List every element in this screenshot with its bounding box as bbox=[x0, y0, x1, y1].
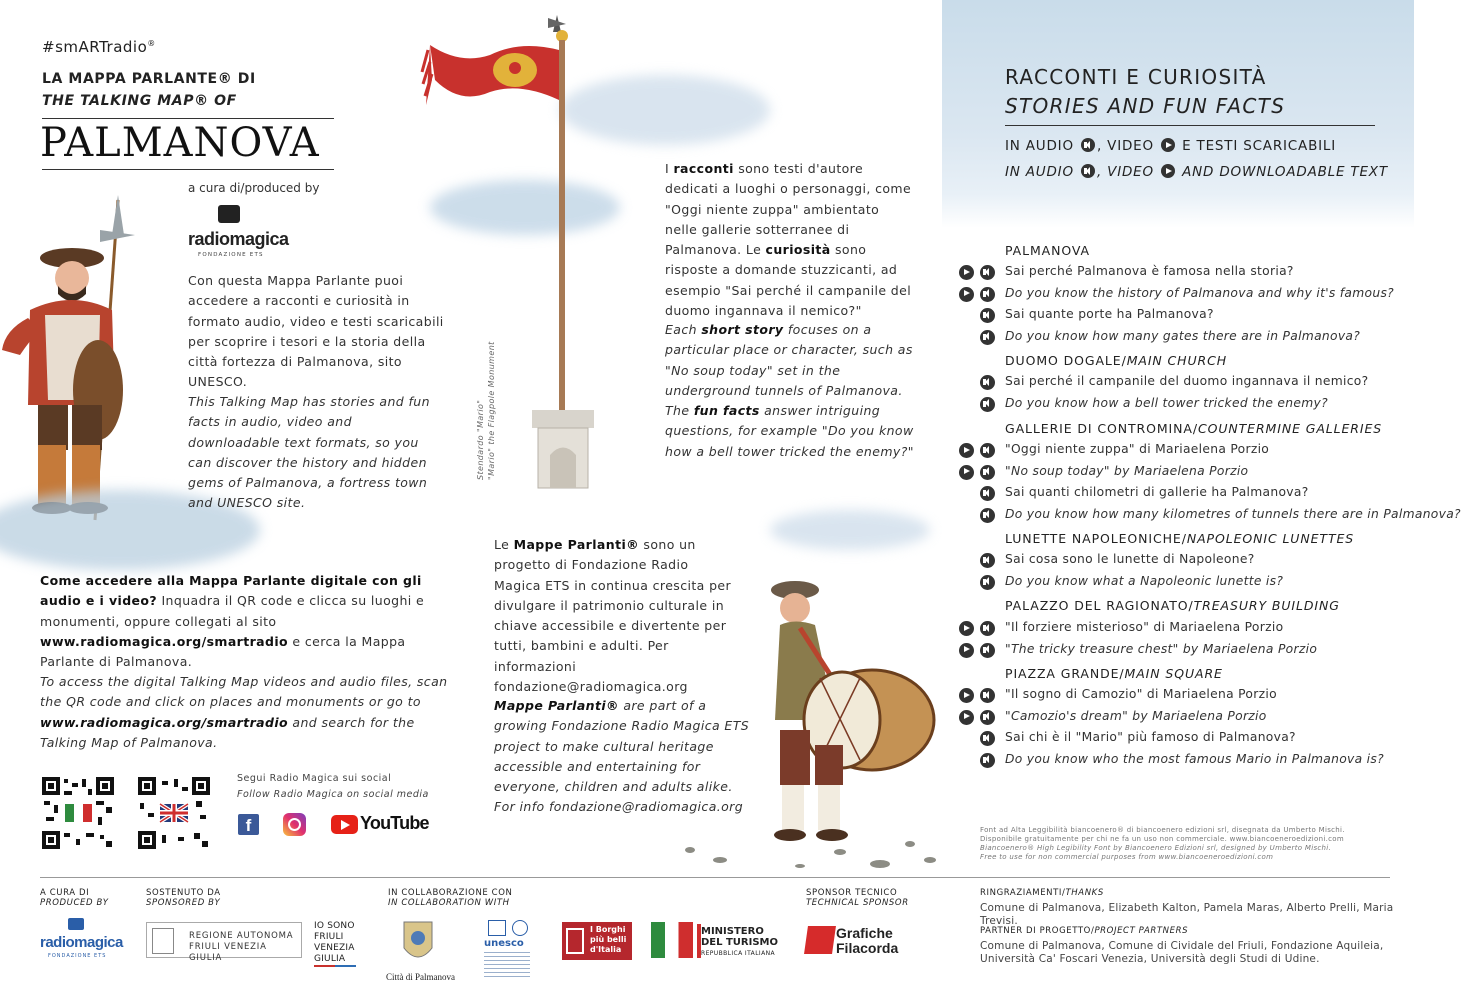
thanks-heading: RINGRAZIAMENTI/THANKS bbox=[980, 888, 1104, 898]
footer-produced-by: A CURA DI PRODUCED BY bbox=[40, 888, 109, 908]
play-audio-icon[interactable] bbox=[980, 731, 995, 746]
play-video-icon[interactable] bbox=[959, 287, 974, 302]
play-audio-icon[interactable] bbox=[980, 443, 995, 458]
story-title: Sai perché Palmanova è famosa nella storia? bbox=[1005, 264, 1294, 278]
intro-en: This Talking Map has stories and fun facts in audio, video and downloadable text formats, so you can discover the history and hidden gems of Palmanova, a fortress town and UNESCO site. bbox=[188, 394, 430, 511]
audio-icon bbox=[1081, 164, 1095, 178]
ministero-turismo-logo: MINISTERO DEL TURISMO REPUBBLICA ITALIANA bbox=[701, 926, 779, 957]
play-video-icon[interactable] bbox=[959, 443, 974, 458]
play-video-icon[interactable] bbox=[959, 688, 974, 703]
play-audio-icon[interactable] bbox=[980, 465, 995, 480]
story-title: "Oggi niente zuppa" di Mariaelena Porzio bbox=[1005, 442, 1270, 456]
section-heading: PIAZZA GRANDE/MAIN SQUARE bbox=[1005, 666, 1223, 681]
story-title: Sai quante porte ha Palmanova? bbox=[1005, 307, 1214, 321]
play-audio-icon[interactable] bbox=[980, 397, 995, 412]
story-title: "The tricky treasure chest" by Mariaelena Porzio bbox=[1005, 641, 1318, 656]
social-label-it: Segui Radio Magica sui social bbox=[237, 773, 392, 784]
region-fvg-logo: REGIONE AUTONOMA FRIULI VENEZIA GIULIA bbox=[146, 922, 302, 958]
curated-by-label: a cura di/produced by bbox=[188, 181, 320, 195]
facebook-icon[interactable]: f bbox=[238, 814, 259, 835]
play-video-icon[interactable] bbox=[959, 643, 974, 658]
panel-title-it: RACCONTI E CURIOSITÀ bbox=[1005, 65, 1267, 89]
play-audio-icon[interactable] bbox=[980, 643, 995, 658]
stories-intro-en: Each short story focuses on a particular place or character, such as "No soup today" set in the underground tunnels of Palmanova. The fun facts answer intriguing questions, for example "Do you know how a bell tower tricked the enemy?" bbox=[665, 322, 914, 459]
grafiche-filacorda-logo: Grafiche Filacorda bbox=[836, 925, 899, 956]
story-title: Do you know how a bell tower tricked the enemy? bbox=[1005, 395, 1328, 410]
thanks-text: Comune di Palmanova, Elizabeth Kalton, Pamela Maras, Alberto Prelli, Maria Trevisi. bbox=[980, 902, 1394, 927]
story-title: "Il forziere misterioso" di Mariaelena Porzio bbox=[1005, 620, 1284, 634]
hashtag: #smARTradio® bbox=[42, 38, 156, 56]
grafiche-icon bbox=[804, 926, 836, 954]
access-it: Come accedere alla Mappa Parlante digitale con gli audio e i video? Inquadra il QR code e clicca su luoghi e monumenti, oppure collegati al sito www.radiomagica.org/smartradio e cerca la Mappa Parlante di Palmanova. bbox=[40, 573, 425, 670]
play-audio-icon[interactable] bbox=[980, 330, 995, 345]
instagram-icon[interactable] bbox=[283, 813, 306, 836]
partners-text: Comune di Palmanova, Comune di Cividale del Friuli, Fondazione Aquileia, Università Ca' Foscari Venezia, Università degli Studi di Udine. bbox=[980, 940, 1384, 965]
project-en: Mappe Parlanti® are part of a growing Fondazione Radio Magica ETS project to make cultural heritage accessible and entertaining for everyone, children and adults alike. For info fondazione@radiomagica.org bbox=[494, 698, 750, 815]
play-video-icon[interactable] bbox=[959, 465, 974, 480]
soldier-illustration bbox=[0, 190, 175, 540]
play-video-icon[interactable] bbox=[959, 621, 974, 636]
play-audio-icon[interactable] bbox=[980, 508, 995, 523]
title-it: LA MAPPA PARLANTE® DI bbox=[42, 71, 256, 87]
qr-code-english[interactable] bbox=[138, 777, 210, 849]
play-audio-icon[interactable] bbox=[980, 688, 995, 703]
video-icon bbox=[1161, 164, 1175, 178]
play-audio-icon[interactable] bbox=[980, 621, 995, 636]
flagpole-illustration bbox=[420, 10, 630, 495]
story-title: Sai cosa sono le lunette di Napoleone? bbox=[1005, 552, 1255, 566]
story-title: Do you know how many gates there are in Palmanova? bbox=[1005, 328, 1361, 343]
section-heading: LUNETTE NAPOLEONICHE/NAPOLEONIC LUNETTES bbox=[1005, 531, 1355, 546]
flag-caption: Stendardo "Mario" "Mario" the Flagpole Monument bbox=[476, 341, 496, 480]
play-video-icon[interactable] bbox=[959, 710, 974, 725]
formats-en: IN AUDIO , VIDEO AND DOWNLOADABLE TEXT bbox=[1005, 164, 1388, 180]
borghi-logo: I Borghi più belli d'Italia bbox=[562, 922, 632, 960]
temple-icon bbox=[488, 920, 506, 936]
qr-code-italian[interactable] bbox=[42, 777, 114, 849]
audio-icon bbox=[1081, 138, 1095, 152]
access-en: To access the digital Talking Map videos and audio files, scan the QR code and click on places and monuments or go to www.radiomagica.org/smartradio and search for the Talking Map of Palmanova. bbox=[40, 674, 448, 750]
drummer-illustration bbox=[760, 570, 950, 870]
footer-collaboration: IN COLLABORAZIONE CON IN COLLABORATION WITH bbox=[388, 888, 513, 908]
panel-title-en: STORIES AND FUN FACTS bbox=[1005, 94, 1286, 118]
story-title: Do you know how many kilometres of tunnels there are in Palmanova? bbox=[1005, 506, 1461, 521]
play-audio-icon[interactable] bbox=[980, 753, 995, 768]
citta-palmanova: Città di Palmanova bbox=[386, 972, 455, 982]
cloud-right bbox=[770, 510, 930, 550]
section-heading: PALMANOVA bbox=[1005, 243, 1090, 258]
unesco-logo: unesco bbox=[484, 920, 536, 980]
play-audio-icon[interactable] bbox=[980, 308, 995, 323]
footer-technical-sponsor: SPONSOR TECNICO TECHNICAL SPONSOR bbox=[806, 888, 909, 908]
tower-icon bbox=[566, 928, 584, 954]
site-link-en[interactable]: www.radiomagica.org/smartradio bbox=[40, 714, 289, 730]
play-audio-icon[interactable] bbox=[980, 575, 995, 590]
project-it: Le Mappe Parlanti® sono un progetto di Fondazione Radio Magica ETS in continua crescita per divulgare il patrimonio culturale in chiave accessibile e divertente per tutti, bambini e adulti. Per informazioni fondazione@radiomagica.org bbox=[494, 537, 732, 695]
footer-sponsored-by: SOSTENUTO DA SPONSORED BY bbox=[146, 888, 221, 908]
play-audio-icon[interactable] bbox=[980, 553, 995, 568]
play-audio-icon[interactable] bbox=[980, 287, 995, 302]
italy-flag-icon bbox=[651, 922, 693, 958]
play-audio-icon[interactable] bbox=[980, 375, 995, 390]
panel-rule bbox=[1005, 125, 1375, 126]
play-audio-icon[interactable] bbox=[980, 486, 995, 501]
partners-heading: PARTNER DI PROGETTO/PROJECT PARTNERS bbox=[980, 926, 1189, 936]
section-heading: GALLERIE DI CONTROMINA/COUNTERMINE GALLERIES bbox=[1005, 421, 1383, 436]
intro-it: Con questa Mappa Parlante puoi accedere a racconti e curiosità in formato audio, video e testi scaricabili per scoprire i tesori e la storia della città fortezza di Palmanova, sito UNESCO. bbox=[188, 273, 444, 390]
eagle-icon bbox=[152, 928, 174, 954]
play-audio-icon[interactable] bbox=[980, 265, 995, 280]
io-sono-fvg-logo: IO SONO FRIULI VENEZIA GIULIA bbox=[314, 921, 356, 967]
section-heading: DUOMO DOGALE/MAIN CHURCH bbox=[1005, 353, 1228, 368]
footer-rule bbox=[40, 877, 1390, 878]
title-en: THE TALKING MAP® OF bbox=[42, 93, 237, 109]
font-note: Font ad Alta Leggibilità biancoenero® di biancoenero edizioni srl, disegnata da Umberto Mischi. Disponibile gratuitamente per chi ne fa un uso non commerciale. www.biancoeneroedizioni.com Biancoenero® High Legibility Font by Biancoenero Edizioni srl, designed by Umberto Mischi. Free to use for non commercial purposes from www.biancoeneroedizioni.com bbox=[980, 826, 1345, 861]
formats-it: IN AUDIO , VIDEO E TESTI SCARICABILI bbox=[1005, 138, 1337, 154]
story-title: Sai quanti chilometri di gallerie ha Palmanova? bbox=[1005, 485, 1309, 499]
story-title: Do you know the history of Palmanova and why it's famous? bbox=[1005, 285, 1394, 300]
story-title: "No soup today" by Mariaelena Porzio bbox=[1005, 463, 1249, 478]
play-video-icon[interactable] bbox=[959, 265, 974, 280]
story-title: "Il sogno di Camozio" di Mariaelena Porzio bbox=[1005, 687, 1277, 701]
page-title: PALMANOVA bbox=[40, 120, 320, 166]
palmanova-crest-icon bbox=[398, 914, 438, 968]
radiomagica-logo: radiomagica FONDAZIONE ETS bbox=[188, 205, 298, 260]
ground-stones bbox=[680, 830, 940, 870]
story-title: Sai perché il campanile del duomo ingannava il nemico? bbox=[1005, 374, 1369, 388]
play-audio-icon[interactable] bbox=[980, 710, 995, 725]
video-icon bbox=[1161, 138, 1175, 152]
title-rule-bottom bbox=[42, 169, 334, 170]
story-title: Sai chi è il "Mario" più famoso di Palmanova? bbox=[1005, 730, 1296, 744]
story-title: Do you know what a Napoleonic lunette is? bbox=[1005, 573, 1284, 588]
story-title: "Camozio's dream" by Mariaelena Porzio bbox=[1005, 708, 1267, 723]
magic-hat-icon bbox=[218, 205, 240, 223]
magic-hat-icon bbox=[68, 918, 84, 930]
social-label-en: Follow Radio Magica on social media bbox=[237, 789, 429, 800]
story-title: Do you know who the most famous Mario in Palmanova is? bbox=[1005, 751, 1384, 766]
footer-radiomagica-logo: radiomagica FONDAZIONE ETS bbox=[40, 918, 125, 963]
site-link-it[interactable]: www.radiomagica.org/smartradio bbox=[40, 633, 289, 649]
stories-intro-it: I racconti sono testi d'autore dedicati a luoghi o personaggi, come "Oggi niente zuppa" ambientato nelle gallerie sotterranee di Palmanova. Le curiosità sono risposte a domande stuzzicanti, ad esempio "Sai perché il campanile del duomo ingannava il nemico?" bbox=[665, 161, 912, 319]
section-heading: PALAZZO DEL RAGIONATO/TREASURY BUILDING bbox=[1005, 598, 1340, 613]
title-rule-top bbox=[42, 118, 334, 119]
